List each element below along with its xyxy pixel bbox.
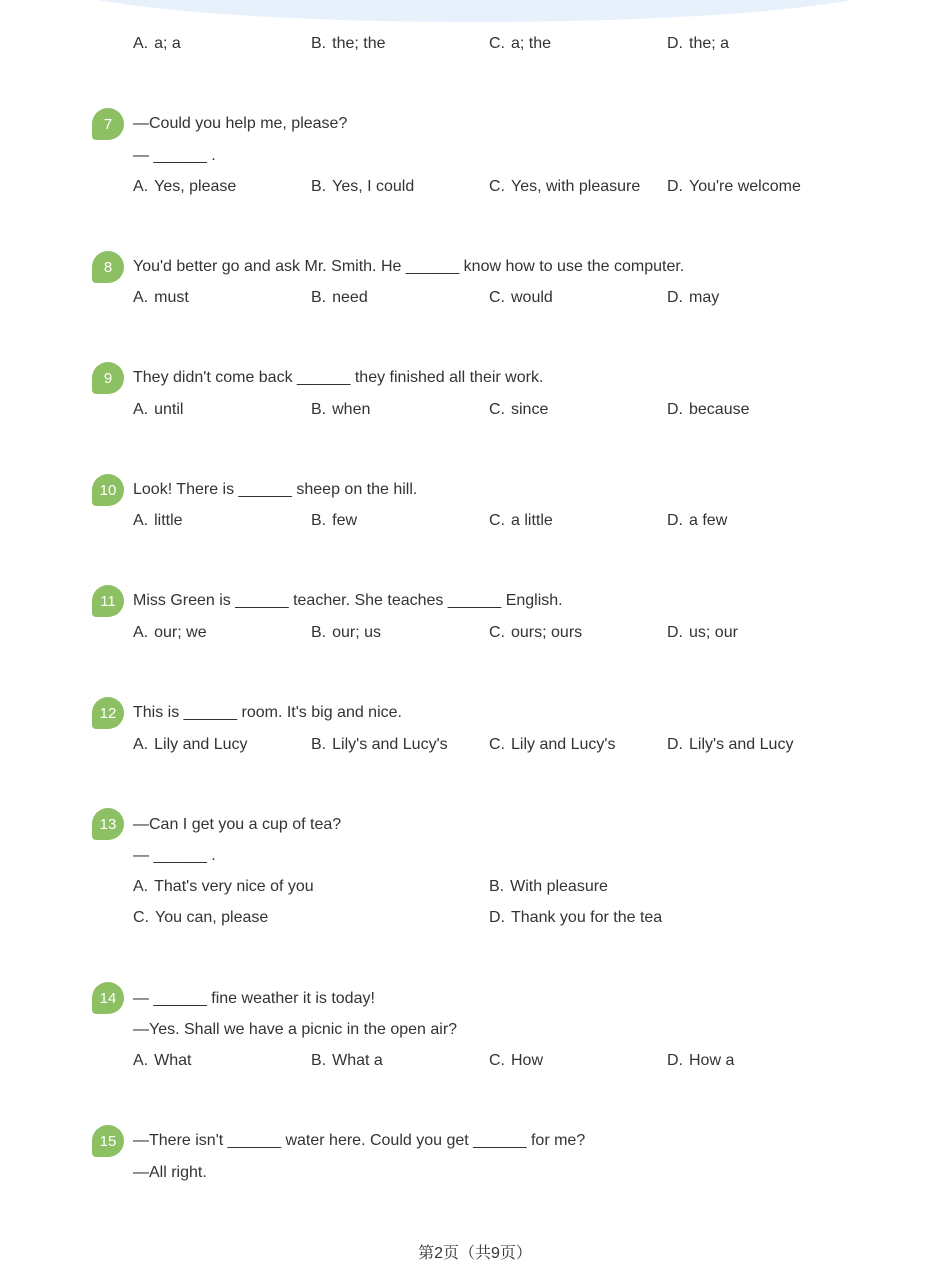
option-letter: C. [489, 512, 505, 529]
question-stem: They didn't come back ______ they finished all their work. [133, 369, 544, 386]
option-text: ours; ours [511, 624, 583, 641]
option-text: Lily's and Lucy's [332, 736, 448, 753]
option-a[interactable] [133, 877, 314, 897]
option-b[interactable] [311, 623, 381, 643]
option-b[interactable] [311, 34, 386, 54]
option-letter: D. [667, 512, 683, 529]
option-d[interactable] [667, 1051, 734, 1071]
question-stem: Look! There is ______ sheep on the hill. [133, 481, 418, 498]
option-a[interactable] [133, 34, 181, 54]
question-stem-line-2: — ______ . [133, 147, 216, 164]
question-number-badge: 13 [92, 808, 124, 840]
option-letter: B. [311, 624, 327, 641]
option-text: a; a [154, 35, 181, 52]
question-stem: This is ______ room. It's big and nice. [133, 704, 402, 721]
option-a[interactable] [133, 288, 189, 308]
option-letter: D. [667, 289, 683, 306]
option-c[interactable] [489, 177, 640, 197]
option-d[interactable] [667, 288, 719, 308]
option-letter: A. [133, 35, 149, 52]
option-text: since [511, 401, 549, 418]
option-a[interactable] [133, 400, 183, 420]
option-letter: A. [133, 289, 149, 306]
option-text: because [689, 401, 750, 418]
option-letter: C. [489, 289, 505, 306]
page-number: 第2页（共9页） [418, 1245, 532, 1262]
question-number-badge: 10 [92, 474, 124, 506]
option-d[interactable] [667, 177, 801, 197]
option-text: may [689, 289, 720, 306]
question-stem-line-2: —All right. [133, 1164, 207, 1181]
option-letter: A. [133, 878, 149, 895]
option-letter: B. [489, 878, 505, 895]
option-a[interactable] [133, 511, 183, 531]
option-text: a little [511, 512, 553, 529]
option-b[interactable] [311, 1051, 383, 1071]
option-letter: B. [311, 736, 327, 753]
option-letter: B. [311, 401, 327, 418]
question-stem: —Can I get you a cup of tea? [133, 816, 342, 833]
option-letter: C. [489, 35, 505, 52]
option-text: What a [332, 1052, 383, 1069]
option-letter: D. [667, 624, 683, 641]
option-c[interactable] [489, 735, 615, 755]
question-stem: —There isn't ______ water here. Could you get ______ for me? [133, 1132, 586, 1149]
option-d[interactable] [667, 623, 738, 643]
option-text: must [154, 289, 189, 306]
option-text: With pleasure [510, 878, 608, 895]
option-letter: D. [667, 35, 683, 52]
option-c[interactable] [489, 288, 553, 308]
option-text: Thank you for the tea [511, 909, 663, 926]
option-letter: D. [489, 909, 505, 926]
question-number-badge: 12 [92, 697, 124, 729]
option-text: Yes, with pleasure [511, 178, 641, 195]
option-c[interactable] [489, 34, 551, 54]
question-number-badge: 7 [92, 108, 124, 140]
option-text: Lily and Lucy's [511, 736, 616, 753]
option-letter: D. [667, 178, 683, 195]
option-text: our; we [154, 624, 207, 641]
option-text: until [154, 401, 184, 418]
option-text: That's very nice of you [154, 878, 314, 895]
question-stem: —Could you help me, please? [133, 115, 348, 132]
option-d[interactable] [667, 735, 793, 755]
option-text: us; our [689, 624, 738, 641]
question-stem: Miss Green is ______ teacher. She teaches ______ English. [133, 592, 563, 609]
option-letter: A. [133, 624, 149, 641]
question-number-badge: 14 [92, 982, 124, 1014]
question-stem-line-2: — ______ . [133, 847, 216, 864]
option-a[interactable] [133, 177, 236, 197]
option-letter: A. [133, 401, 149, 418]
option-b[interactable] [311, 288, 368, 308]
option-letter: B. [311, 178, 327, 195]
question-number-badge: 9 [92, 362, 124, 394]
option-c[interactable] [489, 1051, 543, 1071]
option-text: the; the [332, 35, 386, 52]
option-c[interactable] [133, 908, 268, 928]
option-text: How a [689, 1052, 735, 1069]
option-c[interactable] [489, 400, 548, 420]
question-stem-line-2: —Yes. Shall we have a picnic in the open air? [133, 1021, 458, 1038]
option-c[interactable] [489, 623, 582, 643]
option-text: How [511, 1052, 544, 1069]
option-text: our; us [332, 624, 382, 641]
option-a[interactable] [133, 735, 248, 755]
question-number-badge: 15 [92, 1125, 124, 1157]
option-letter: D. [667, 401, 683, 418]
option-text: when [332, 401, 371, 418]
option-text: What [154, 1052, 192, 1069]
option-d[interactable] [667, 34, 729, 54]
question-stem: — ______ fine weather it is today! [133, 990, 375, 1007]
option-text: few [332, 512, 358, 529]
option-text: need [332, 289, 368, 306]
option-letter: D. [667, 736, 683, 753]
question-stem: You'd better go and ask Mr. Smith. He ______ know how to use the computer. [133, 258, 685, 275]
option-d[interactable] [489, 908, 662, 928]
option-letter: B. [311, 35, 327, 52]
option-text: a; the [511, 35, 552, 52]
option-text: You can, please [155, 909, 269, 926]
option-b[interactable] [311, 735, 448, 755]
option-text: Lily and Lucy [154, 736, 248, 753]
option-text: would [511, 289, 553, 306]
option-letter: C. [489, 624, 505, 641]
option-letter: C. [489, 401, 505, 418]
option-text: You're welcome [689, 178, 801, 195]
option-text: little [154, 512, 183, 529]
option-letter: C. [489, 736, 505, 753]
option-a[interactable] [133, 1051, 191, 1071]
option-text: the; a [689, 35, 730, 52]
option-text: Yes, I could [332, 178, 415, 195]
option-letter: C. [133, 909, 149, 926]
option-b[interactable] [489, 877, 608, 897]
option-text: a few [689, 512, 728, 529]
option-letter: A. [133, 178, 149, 195]
option-letter: D. [667, 1052, 683, 1069]
option-text: Lily's and Lucy [689, 736, 794, 753]
option-letter: C. [489, 1052, 505, 1069]
question-number-badge: 8 [92, 251, 124, 283]
option-letter: A. [133, 512, 149, 529]
option-b[interactable] [311, 511, 357, 531]
option-letter: B. [311, 1052, 327, 1069]
option-letter: A. [133, 1052, 149, 1069]
option-text: Yes, please [154, 178, 237, 195]
option-letter: C. [489, 178, 505, 195]
option-d[interactable] [667, 400, 750, 420]
option-b[interactable] [311, 177, 414, 197]
option-d[interactable] [667, 511, 727, 531]
option-letter: B. [311, 289, 327, 306]
option-letter: B. [311, 512, 327, 529]
option-letter: A. [133, 736, 149, 753]
option-b[interactable] [311, 400, 370, 420]
header-decoration [50, 0, 900, 22]
question-number-badge: 11 [92, 585, 124, 617]
option-c[interactable] [489, 511, 553, 531]
option-a[interactable] [133, 623, 207, 643]
